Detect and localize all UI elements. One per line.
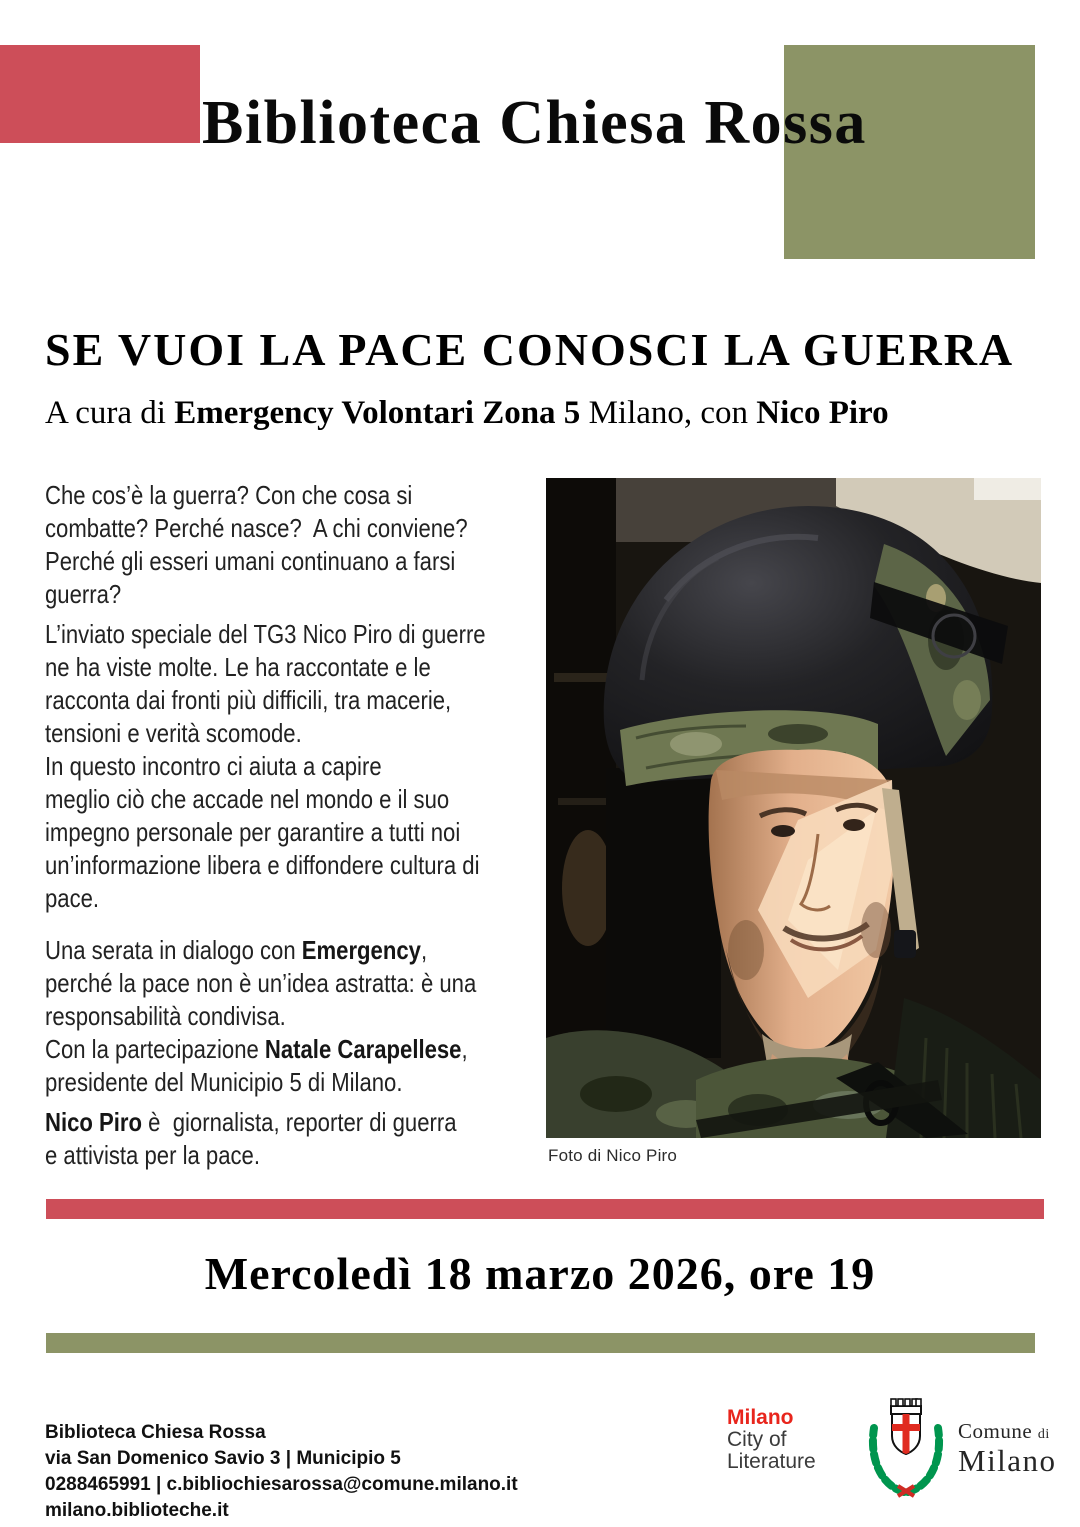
olive-divider-bar <box>46 1333 1035 1353</box>
paragraph: L’inviato speciale del TG3 Nico Piro di guerre ne ha viste molte. Le ha raccontate e le racconta dai fronti più difficili, tra macerie, tensioni e verità scomode. In questo incontro ci aiuta a capire meglio ciò che accade nel mondo e il suo impegno personale per garantire a tutti noi un’informazione libera e diffondere cultura di pace. <box>45 619 486 913</box>
paragraph: Una serata in dialogo con Emergency, perché la pace non è un’idea astratta: è una responsabilità condivisa. Con la partecipazione Natale Carapellese, presidente del Municipio 5 di Milano. <box>45 935 477 1097</box>
logo-city-of-text: City of <box>727 1428 787 1451</box>
comune-di-milano-logo-text <box>958 1420 1057 1476</box>
nico-piro-photo <box>546 478 1041 1138</box>
logo-literature-text: Literature <box>727 1450 816 1473</box>
event-date: Mercoledì 18 marzo 2026, ore 19 <box>204 1248 876 1299</box>
logo-milano-text: Milano <box>727 1406 794 1429</box>
event-title: SE VUOI LA PACE CONOSCI LA GUERRA <box>45 324 1015 375</box>
footer-library-name: Biblioteca Chiesa Rossa <box>45 1422 266 1443</box>
footer-contacts: 0288465991 | c.bibliochiesarossa@comune.milano.it <box>45 1474 518 1495</box>
di-word: di <box>1037 1427 1050 1442</box>
event-subtitle: A cura di Emergency Volontari Zona 5 Milano, con Nico Piro <box>45 395 889 431</box>
red-divider-bar <box>46 1199 1044 1219</box>
comune-word: Comune <box>958 1419 1033 1443</box>
photo-caption: Foto di Nico Piro <box>548 1146 678 1165</box>
milano-word: Milano <box>958 1443 1057 1478</box>
red-accent-square <box>0 45 200 143</box>
library-contact-info <box>45 1420 518 1524</box>
comune-di-milano-crest-icon <box>864 1396 948 1500</box>
paragraph: Nico Piro è giornalista, reporter di guerra e attivista per la pace. <box>45 1107 457 1170</box>
milano-city-of-literature-logo <box>727 1407 816 1473</box>
event-description <box>45 479 545 1179</box>
paragraph: Che cos’è la guerra? Con che cosa si combatte? Perché nasce? A chi conviene? Perché gli esseri umani continuano a farsi guerra? <box>45 480 468 609</box>
footer-address: via San Domenico Savio 3 | Municipio 5 <box>45 1448 401 1469</box>
library-title: Biblioteca Chiesa Rossa <box>202 89 867 157</box>
footer-website: milano.biblioteche.it <box>45 1500 229 1521</box>
